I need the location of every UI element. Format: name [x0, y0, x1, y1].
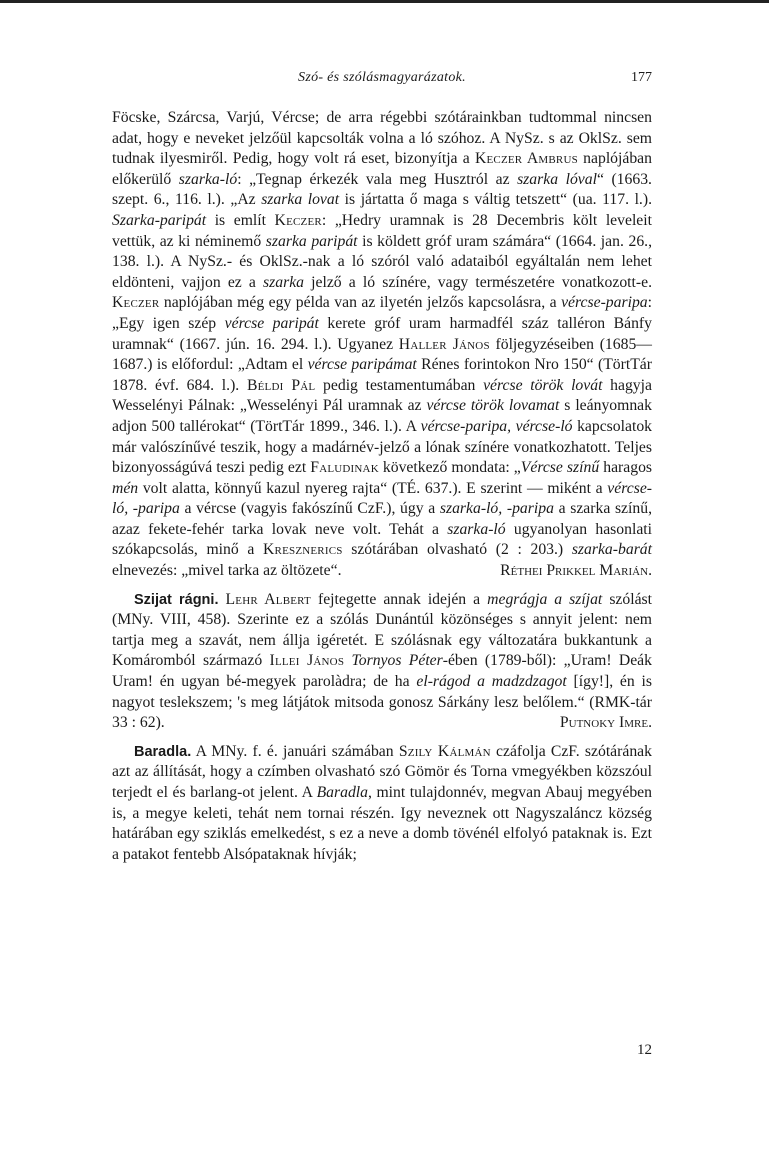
entry-szijat-ragni: Szijat rágni. Lehr Albert fejtegette annak idején a megrágja a szíjat szólást (MNy. VIII, 458). Szerinte ez a szólás Dunántúl közönséges s annyit jelent: nem tartja meg a szavát, nem állja igéretét. E szólásnak egy változatára bukkantunk a Komáromból származó Illei János Tornyos Péter-ében (1789-ből): „Uram! Deák Uram! én ugyan bé-megyek parolàdra; de ha el-rágod a madzdzagot [így!], én is nagyot teslekszem; 's meg látjátok mitsoda gonosz Sárkány lesz belőlem.“ (RMK-tár 33 : 62). Putnoky Imre. — [112, 590, 652, 734]
entry-szarka-lo: Föcske, Szárcsa, Varjú, Vércse; de arra régebbi szótárainkban tudtommal nincsen adat, hogy e neveket jelzőül kapcsolták volna a ló szóhoz. A NySz. s az OklSz. sem tudnak ilyesmiről. Pedig, hogy volt rá eset, bizonyítja a Keczer Ambrus naplójában előkerülő szarka-ló: „Tegnap érkezék vala meg Husztról az szarka lóval“ (1663. szept. 6., 116. l.). „Az szarka lovat is jártatta ő maga s váltig tetszett“ (ua. 117. l.). Szarka-paripát is említ Keczer: „Hedry uramnak is 28 Decembris költ leveleit vettük, az ki néminemő szarka paripát is köldett gróf uram számára“ (1664. jan. 26., 138. l.). A NySz.- és OklSz.-nak a ló szóról való adataiból egyáltalán nem lehet eldönteni, vajjon ez a szarka jelző a ló színére, vagy természetére vonatkozott-e. Keczer naplójában még egy példa van az ilyetén jelzős kapcsolásra, a vércse-paripa: „Egy igen szép vércse paripát kerete gróf uram harmadfél száz talléron Bánfy uramnak“ (1667. jún. 16. 294. l.). Ugyanez Haller János följegyzéseiben (1685—1687.) is előfordul: „Adtam el vércse paripámat Rénes forintokon Nro 150“ (TörtTár 1878. évf. 684. l.). Béldi Pál pedig testamentumában vércse török lovát hagyja Wesselényi Pálnak: „Wesselényi Pál uramnak az vércse török lovamat s leányomnak adjon 500 tallérokat“ (TörtTár 1899., 346. l.). A vércse-paripa, vércse-ló kapcsolatok már valószínűvé teszik, hogy a madárnév-jelző a lónak színére vonatkozhatott. Teljes bizonyosságúvá teszi pedig ezt Faludinak következő mondata: „Vércse színű haragos mén volt alatta, könnyű kazul nyereg rajta“ (TÉ. 637.). E szerint — miként a vércse-ló, -paripa a vércse (vagyis fakószínű CzF.), úgy a szarka-ló, -paripa a szarka színű, azaz fekete-fehér tarka lovak neve volt. Tehát a szarka-ló ugyanolyan hasonlati szókapcsolás, minő a Kresznerics szótárában olvasható (2 : 203.) szarka-barát elnevezés: „mivel tarka az öltözete“. Réthei Prikkel Marián. — [112, 108, 652, 582]
author-name: Kresznerics — [263, 541, 343, 559]
author-name: Faludinak — [310, 459, 379, 477]
author-name: Szily Kálmán — [398, 742, 491, 760]
author-name: Illei János — [269, 652, 345, 670]
top-rule — [0, 0, 769, 3]
author-name: Keczer Ambrus — [474, 150, 578, 168]
page-header — [112, 70, 652, 92]
page-number: 177 — [631, 70, 652, 85]
author-name: Béldi Pál — [246, 376, 316, 394]
entry-headword: Baradla. — [134, 743, 192, 760]
running-title: Szó- és szólásmagyarázatok. — [298, 70, 466, 85]
entry-baradla: Baradla. A MNy. f. é. januári számában Szily Kálmán czáfolja CzF. szótárának azt az állítását, hogy a czímben olvasható szó Gömör és Torna vmegyékben közszóul terjedt el és barlang-ot jelent. A Baradla, mint tulajdonnév, megvan Abauj megyében is, a megye keleti, tehát nem tornai részén. Igy neveznek ott Nagyszaláncz község határában egy sziklás emelkedést, s ez a neve a domb tövénél elfolyó pataknak is. Ezt a patakot fentebb Alsópataknak hívják; — [112, 742, 652, 863]
author-name: Keczer — [274, 211, 322, 229]
entry-signature: Réthei Prikkel Marián. — [500, 562, 652, 580]
entry-signature: Putnoky Imre. — [559, 714, 652, 732]
body-text — [112, 108, 652, 865]
author-name: Lehr Albert — [225, 590, 311, 608]
author-name: Keczer — [112, 294, 160, 312]
signature-mark: 12 — [637, 1042, 652, 1058]
author-name: Haller János — [398, 335, 490, 353]
entry-headword: Szijat rágni. — [134, 591, 219, 608]
